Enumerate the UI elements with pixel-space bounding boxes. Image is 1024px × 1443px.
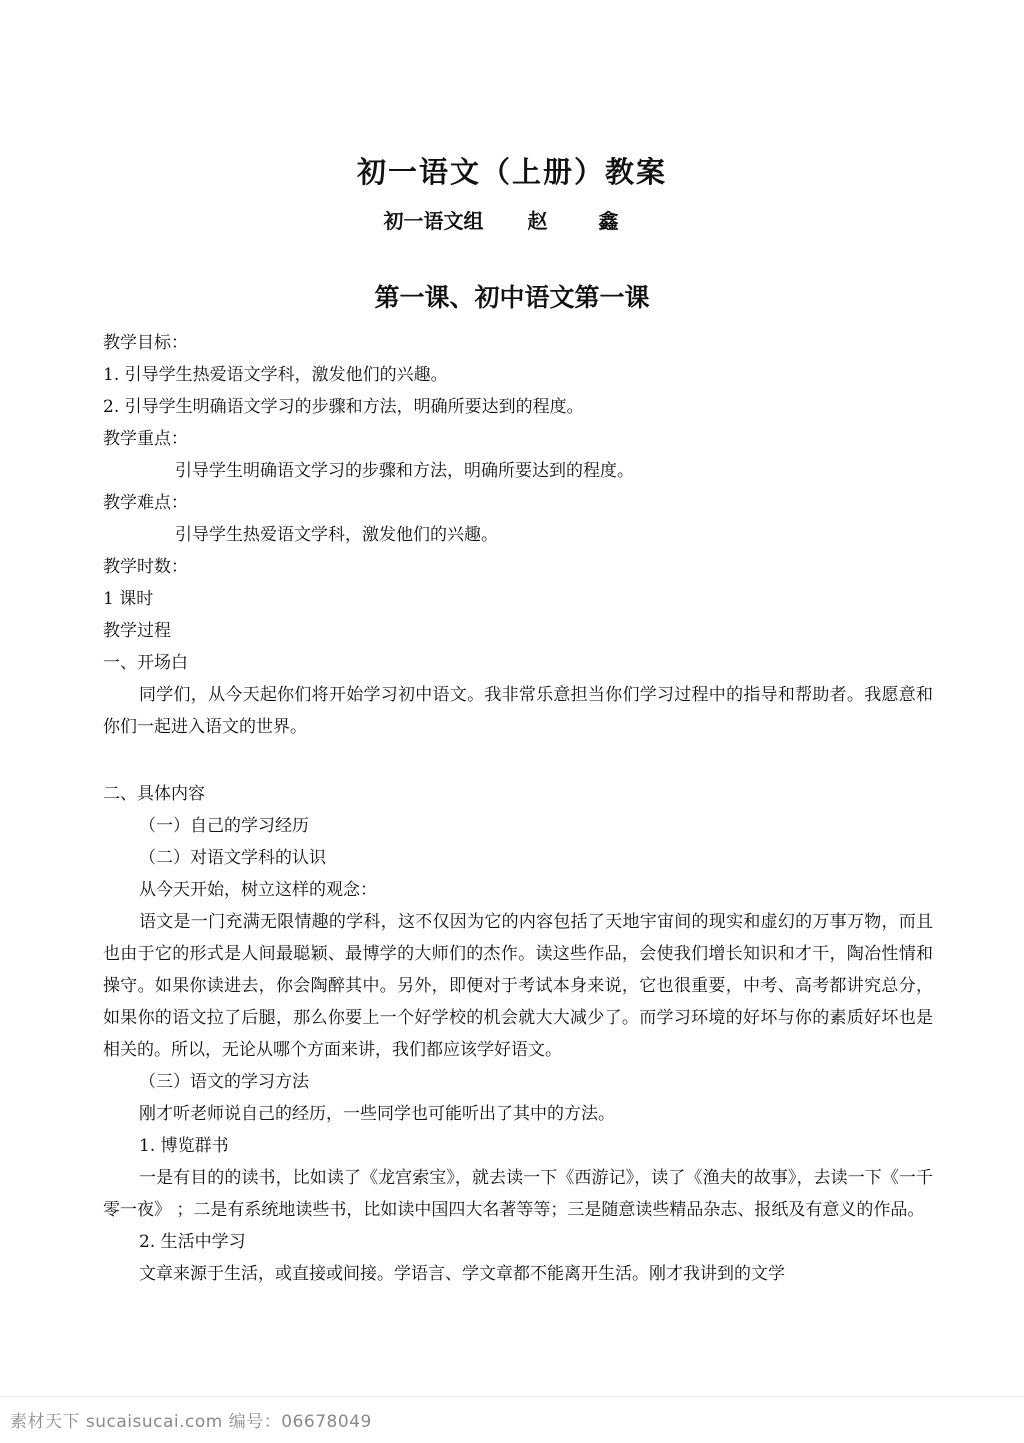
key-heading: 教学重点： xyxy=(103,429,188,449)
method-intro: 刚才听老师说自己的经历，一些同学也可能听出了其中的方法。 xyxy=(139,1104,615,1124)
author-line xyxy=(0,205,1024,234)
lesson-body xyxy=(103,327,933,1290)
goal-item: 1. 引导学生热爱语文学科，激发他们的兴趣。 xyxy=(103,365,448,385)
difficulty-heading: 教学难点： xyxy=(103,493,188,513)
watermark-text: 素材天下 sucaisucai.com 编号：06678049 xyxy=(10,1412,372,1432)
spacer xyxy=(103,743,933,778)
concept-line: 从今天开始，树立这样的观念： xyxy=(139,880,377,900)
reading-paragraph: 一是有目的的读书，比如读了《龙宫索宝》，就去读一下《西游记》，读了《渔夫的故事》，去读一下《一千零一夜》 ；二是有系统地读些书，比如读中国四大名著等等；三是随意读些精品杂志、报纸及有意义的作品。 xyxy=(103,1168,933,1220)
subsection-heading: （一）自己的学习经历 xyxy=(139,816,309,836)
section-heading: 一、开场白 xyxy=(103,653,188,673)
concept-paragraph: 语文是一门充满无限情趣的学科，这不仅因为它的内容包括了天地宇宙间的现实和虚幻的万事万物，而且也由于它的形式是人间最聪颖、最博学的大师们的杰作。读这些作品，会使我们增长知识和才干，陶冶性情和操守。如果你读进去，你会陶醉其中。另外，即便对于考试本身来说，它也很重要，中考、高考都讲究总分，如果你的语文拉了后腿，那么你要上一个好学校的机会就大大减少了。而学习环境的好坏与你的素质好坏也是相关的。所以，无论从哪个方面来讲，我们都应该学好语文。 xyxy=(103,912,933,1060)
watermark-bar xyxy=(0,1396,1024,1443)
opening-paragraph: 同学们，从今天起你们将开始学习初中语文。我非常乐意担当你们学习过程中的指导和帮助者。我愿意和你们一起进入语文的世界。 xyxy=(103,685,933,737)
process-heading: 教学过程 xyxy=(103,621,171,641)
subsection-heading: （二）对语文学科的认识 xyxy=(139,848,326,868)
goal-item: 2. 引导学生明确语文学习的步骤和方法，明确所要达到的程度。 xyxy=(103,397,584,417)
goals-heading: 教学目标： xyxy=(103,333,188,353)
document-title: 初一语文（上册）教案 xyxy=(356,155,667,189)
key-text: 引导学生明确语文学习的步骤和方法，明确所要达到的程度。 xyxy=(175,461,634,481)
difficulty-text: 引导学生热爱语文学科，激发他们的兴趣。 xyxy=(175,525,498,545)
lesson-title: 第一课、初中语文第一课 xyxy=(374,283,650,312)
method-heading: 2. 生活中学习 xyxy=(139,1232,246,1252)
subsection-heading: （三）语文的学习方法 xyxy=(139,1072,309,1092)
life-paragraph: 文章来源于生活，或直接或间接。学语言、学文章都不能离开生活。刚才我讲到的文学 xyxy=(139,1264,785,1284)
hours-heading: 教学时数： xyxy=(103,557,188,577)
author-group: 初一语文组 xyxy=(383,209,484,233)
section-heading: 二、具体内容 xyxy=(103,784,205,804)
author-name: 赵 鑫 xyxy=(527,209,641,233)
method-heading: 1. 博览群书 xyxy=(139,1136,229,1156)
hours-text: 1 课时 xyxy=(103,589,154,609)
